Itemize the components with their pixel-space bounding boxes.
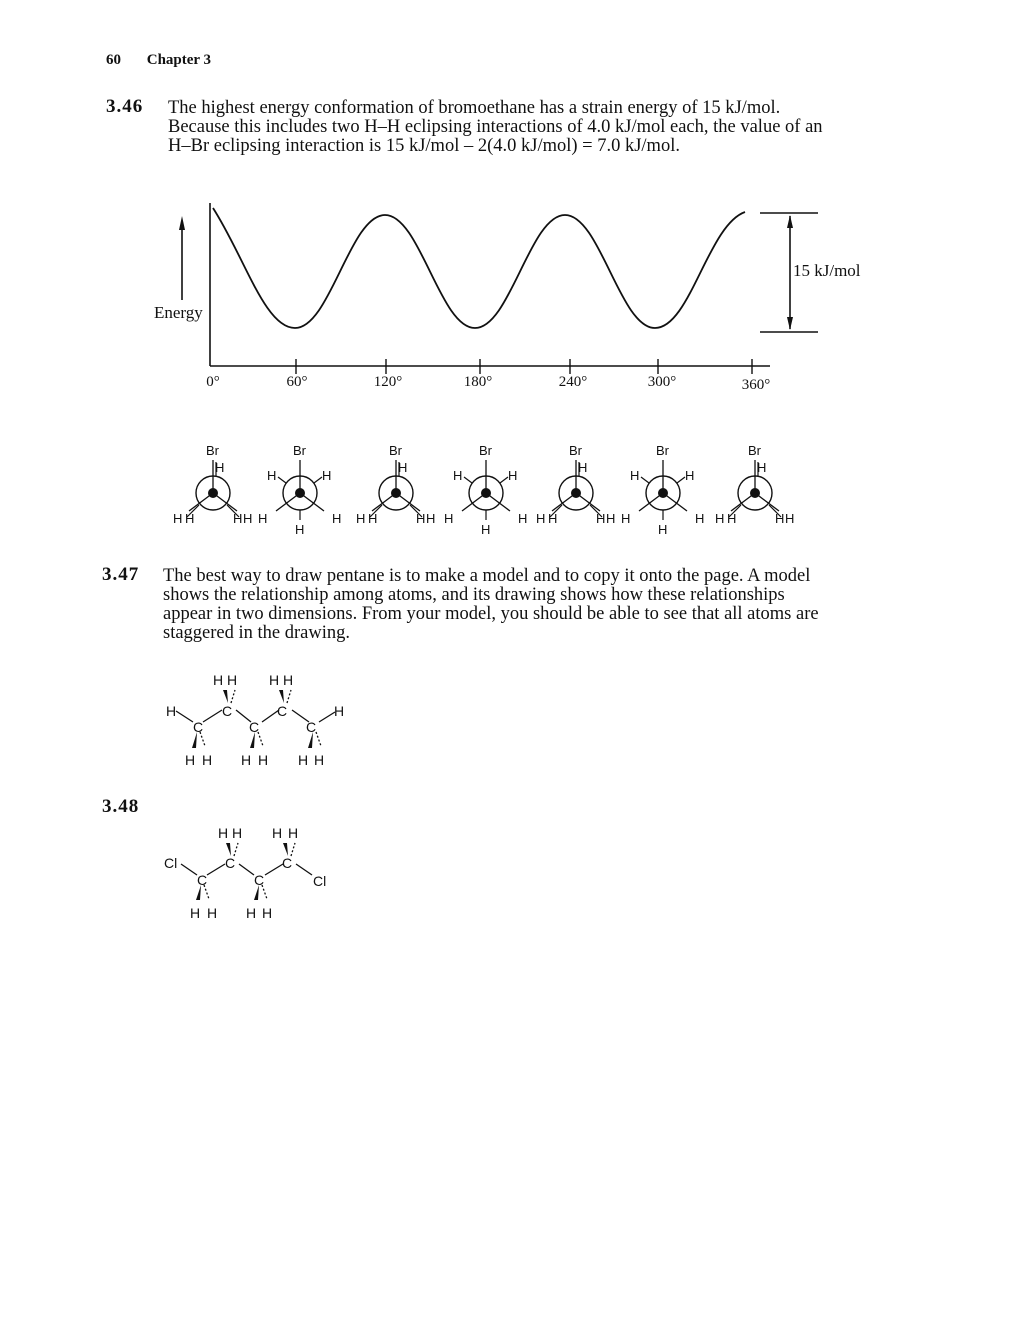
atom-label: H	[215, 460, 225, 475]
atom-label: H	[322, 468, 332, 483]
atom-label: H	[426, 511, 436, 526]
problem-number-3-48: 3.48	[102, 796, 140, 817]
atom-label: H	[715, 511, 725, 526]
atom-label: H	[508, 468, 518, 483]
atom-label: H	[453, 468, 463, 483]
atom-label: H	[757, 460, 767, 475]
atom-label: C	[193, 719, 204, 735]
atom-label: H	[218, 825, 229, 841]
atom-label: C	[197, 872, 208, 888]
problem-number-3-46: 3.46	[106, 96, 144, 117]
tick-label: 120°	[373, 374, 403, 390]
atom-label: H	[258, 752, 269, 768]
atom-label: H	[295, 522, 305, 537]
atom-label: H	[262, 905, 273, 921]
atom-label: C	[254, 872, 265, 888]
y-axis-label: Energy	[154, 303, 203, 322]
atom-label: H	[241, 752, 252, 768]
atom-label: Br	[748, 443, 761, 458]
atom-label: H	[185, 511, 195, 526]
atom-label: H	[685, 468, 695, 483]
atom-label: H	[207, 905, 218, 921]
atom-label: Br	[206, 443, 219, 458]
atom-label: H	[202, 752, 213, 768]
tick-label: 300°	[647, 374, 677, 390]
tick-label: 240°	[558, 374, 588, 390]
atom-label: C	[282, 855, 293, 871]
text-line: The highest energy conformation of bromoethane has a strain energy of 15 kJ/mol.	[168, 98, 781, 118]
atom-label: H	[785, 511, 795, 526]
chapter-title: Chapter 3	[146, 52, 212, 68]
atom-label: H	[658, 522, 668, 537]
atom-label: H	[518, 511, 528, 526]
atom-label: H	[444, 511, 454, 526]
text-line: staggered in the drawing.	[163, 623, 350, 643]
text-line: appear in two dimensions. From your model, you should be able to see that all atoms are	[163, 604, 819, 624]
atom-label: H	[536, 511, 546, 526]
atom-label: H	[481, 522, 491, 537]
page-number: 60	[106, 52, 121, 68]
atom-label: H	[267, 468, 277, 483]
atom-label: Br	[656, 443, 669, 458]
atom-label: H	[227, 672, 238, 688]
atom-label: H	[258, 511, 268, 526]
atom-label: H	[621, 511, 631, 526]
text-line: H–Br eclipsing interaction is 15 kJ/mol – 2(4.0 kJ/mol) = 7.0 kJ/mol.	[168, 136, 680, 156]
atom-label: H	[548, 511, 558, 526]
atom-label: H	[630, 468, 640, 483]
atom-label: H	[166, 703, 177, 719]
text-line: Because this includes two H–H eclipsing interactions of 4.0 kJ/mol each, the value of an	[168, 117, 823, 137]
atom-label: H	[398, 460, 408, 475]
problem-number-3-47: 3.47	[102, 564, 140, 585]
atom-label: H	[332, 511, 342, 526]
barrier-label: 15 kJ/mol	[793, 261, 861, 280]
tick-label: 180°	[463, 374, 493, 390]
atom-label: H	[727, 511, 737, 526]
tick-label: 0°	[206, 374, 220, 390]
atom-label: Br	[569, 443, 582, 458]
atom-label: Cl	[313, 873, 327, 889]
atom-label: H	[213, 672, 224, 688]
atom-label: C	[225, 855, 236, 871]
tick-label: 360°	[741, 377, 771, 393]
atom-label: H	[775, 511, 785, 526]
atom-label: C	[306, 719, 317, 735]
atom-label: H	[190, 905, 201, 921]
atom-label: H	[232, 825, 243, 841]
atom-label: C	[277, 703, 288, 719]
atom-label: H	[596, 511, 606, 526]
atom-label: H	[356, 511, 366, 526]
atom-label: H	[173, 511, 183, 526]
atom-label: H	[185, 752, 196, 768]
atom-label: H	[283, 672, 294, 688]
atom-label: H	[233, 511, 243, 526]
tick-label: 60°	[286, 374, 308, 390]
atom-label: Br	[389, 443, 402, 458]
atom-label: H	[334, 703, 345, 719]
atom-label: H	[368, 511, 378, 526]
atom-label: C	[222, 703, 233, 719]
atom-label: Br	[479, 443, 492, 458]
text-line: shows the relationship among atoms, and its drawing shows how these relationships	[163, 585, 785, 605]
atom-label: H	[578, 460, 588, 475]
atom-label: H	[288, 825, 299, 841]
atom-label: H	[243, 511, 253, 526]
atom-label: H	[272, 825, 283, 841]
atom-label: H	[298, 752, 309, 768]
atom-label: C	[249, 719, 260, 735]
text-line: The best way to draw pentane is to make a model and to copy it onto the page. A model	[163, 566, 811, 586]
atom-label: H	[269, 672, 280, 688]
atom-label: H	[246, 905, 257, 921]
atom-label: Br	[293, 443, 306, 458]
atom-label: H	[314, 752, 325, 768]
atom-label: Cl	[164, 855, 178, 871]
atom-label: H	[606, 511, 616, 526]
atom-label: H	[416, 511, 426, 526]
atom-label: H	[695, 511, 705, 526]
